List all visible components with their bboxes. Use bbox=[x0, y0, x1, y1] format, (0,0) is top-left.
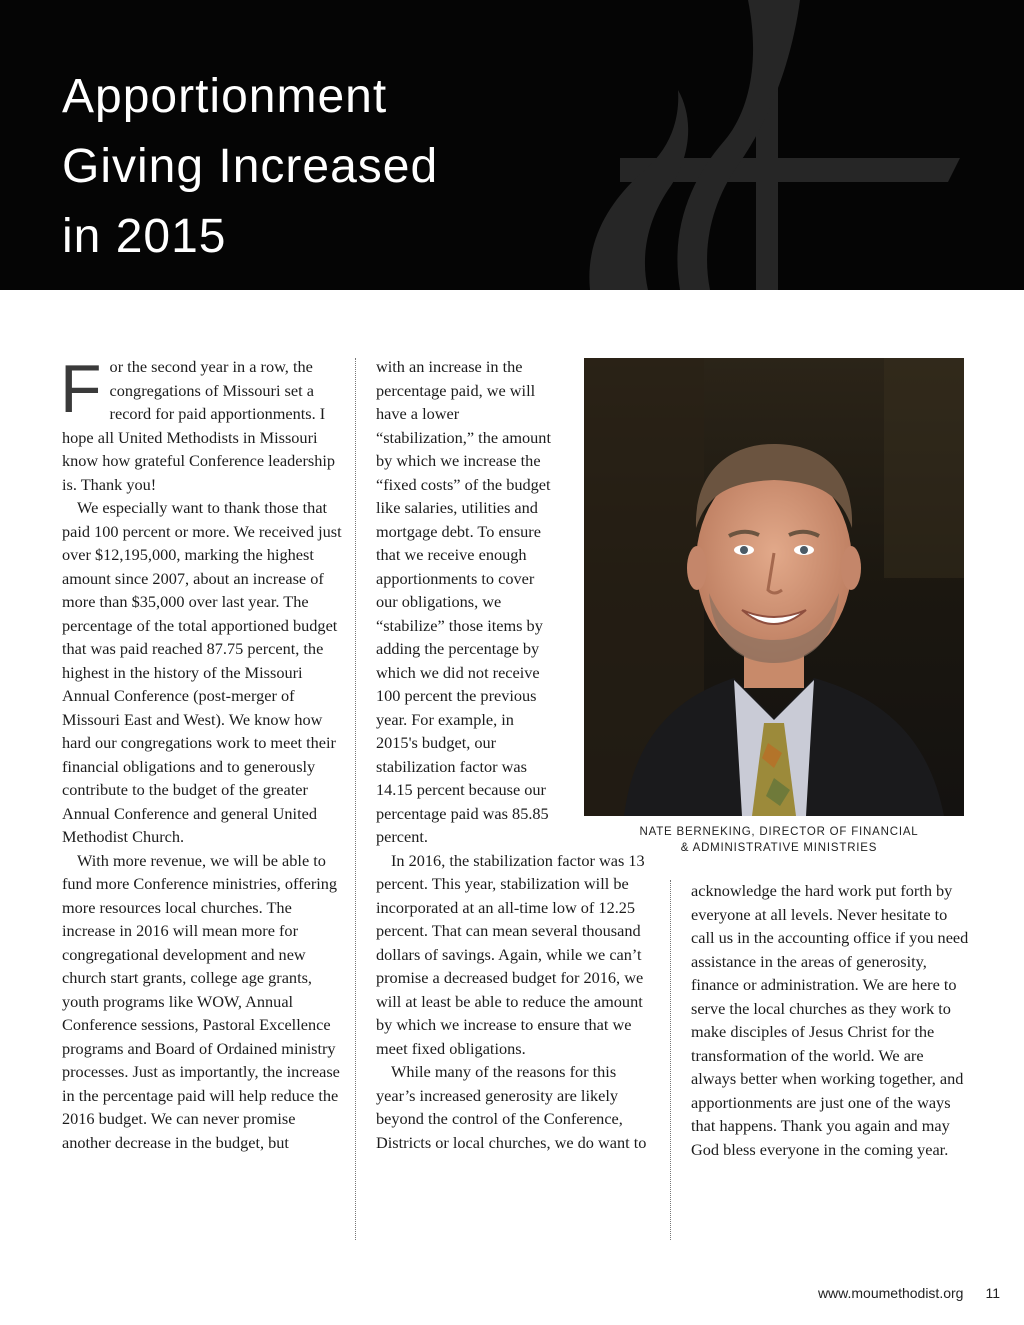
caption-line: & ADMINISTRATIVE MINISTRIES bbox=[680, 842, 878, 854]
page-number: 11 bbox=[985, 1285, 1000, 1301]
article-column-1 bbox=[60, 351, 342, 1154]
drop-cap: F bbox=[60, 351, 102, 427]
title-line: Giving Increased bbox=[62, 140, 439, 193]
paragraph: While many of the reasons for this year’s increased generosity are likely beyond the control of the Conference, Districts or local churches, we do want to bbox=[376, 1062, 647, 1152]
title-line: in 2015 bbox=[62, 210, 227, 263]
article-column-3 bbox=[691, 879, 969, 1161]
column-divider bbox=[355, 358, 356, 1240]
paragraph bbox=[60, 351, 342, 496]
website-link[interactable]: www.moumethodist.org bbox=[817, 1285, 964, 1301]
page-title bbox=[62, 62, 438, 272]
paragraph: with an increase in the percentage paid, we will have a lower “stabilization,” the amount by which we increase the “fixed costs” of the budget like salaries, utilities and mortgage debt. To ensure that we receive enough apportionments to cover our obligations, we “stabilize” those items by adding the percentage by which we did not receive 100 percent the previous year. For example, in 2015's budget, our stabilization factor was 14.15 percent because our percentage paid was 85.85 percent. bbox=[376, 357, 551, 846]
photo-caption bbox=[584, 824, 974, 856]
caption-line: NATE BERNEKING, DIRECTOR OF FINANCIAL bbox=[639, 826, 919, 838]
paragraph: With more revenue, we will be able to fund more Conference ministries, offering more resources local churches. The increase in 2016 will mean more for congregational development and new church start grants, college age grants, youth programs like WOW, Annual Conference sessions, Pastoral Excellence programs and Board of Ordained ministry processes. Just as importantly, the increase in the percentage paid will help reduce the 2016 budget. We can never promise another decrease in the budget, but bbox=[62, 850, 340, 1152]
column-divider bbox=[670, 880, 671, 1240]
cross-and-flame-icon bbox=[560, 0, 980, 290]
page-footer bbox=[818, 1285, 1000, 1301]
paragraph: acknowledge the hard work put forth by everyone at all levels. Never hesitate to call us in the accounting office if you need assistance in the areas of generosity, finance or administration. We are here to serve the local churches as they work to make disciples of Jesus Christ for the transformation of the world. We are always better when working together, and apportionments are just one of the ways that happens. Thank you again and may God bless everyone in the coming year. bbox=[691, 881, 969, 1159]
portrait-illustration bbox=[584, 358, 964, 816]
portrait-photo bbox=[584, 358, 964, 816]
header-banner bbox=[0, 0, 1024, 290]
title-line: Apportionment bbox=[62, 70, 388, 123]
paragraph: We especially want to thank those that paid 100 percent or more. We received just over $12,195,000, marking the highest amount since 2007, about an increase of more than $35,000 over last year. The percentage of the total apportioned budget that was paid reached 87.75 percent, the highest in the history of the Missouri Annual Conference (post-merger of Missouri East and West). We know how hard our congregations work to meet their financial obligations and to generously contribute to the budget of the greater Annual Conference and general United Methodist Church. bbox=[62, 498, 342, 846]
paragraph: In 2016, the stabilization factor was 13 percent. This year, stabilization will be incorporated at an all-time low of 12.25 percent. That can mean several thousand dollars of savings. Again, while we can’t promise a decreased budget for 2016, we will at least be able to reduce the amount by which we increase to ensure that we meet fixed obligations. bbox=[376, 850, 645, 1058]
paragraph-text: or the second year in a row, the congregations of Missouri set a record for paid apportionments. I hope all United Methodists in Missouri know how grateful Conference leadership is. Thank you! bbox=[62, 357, 336, 494]
